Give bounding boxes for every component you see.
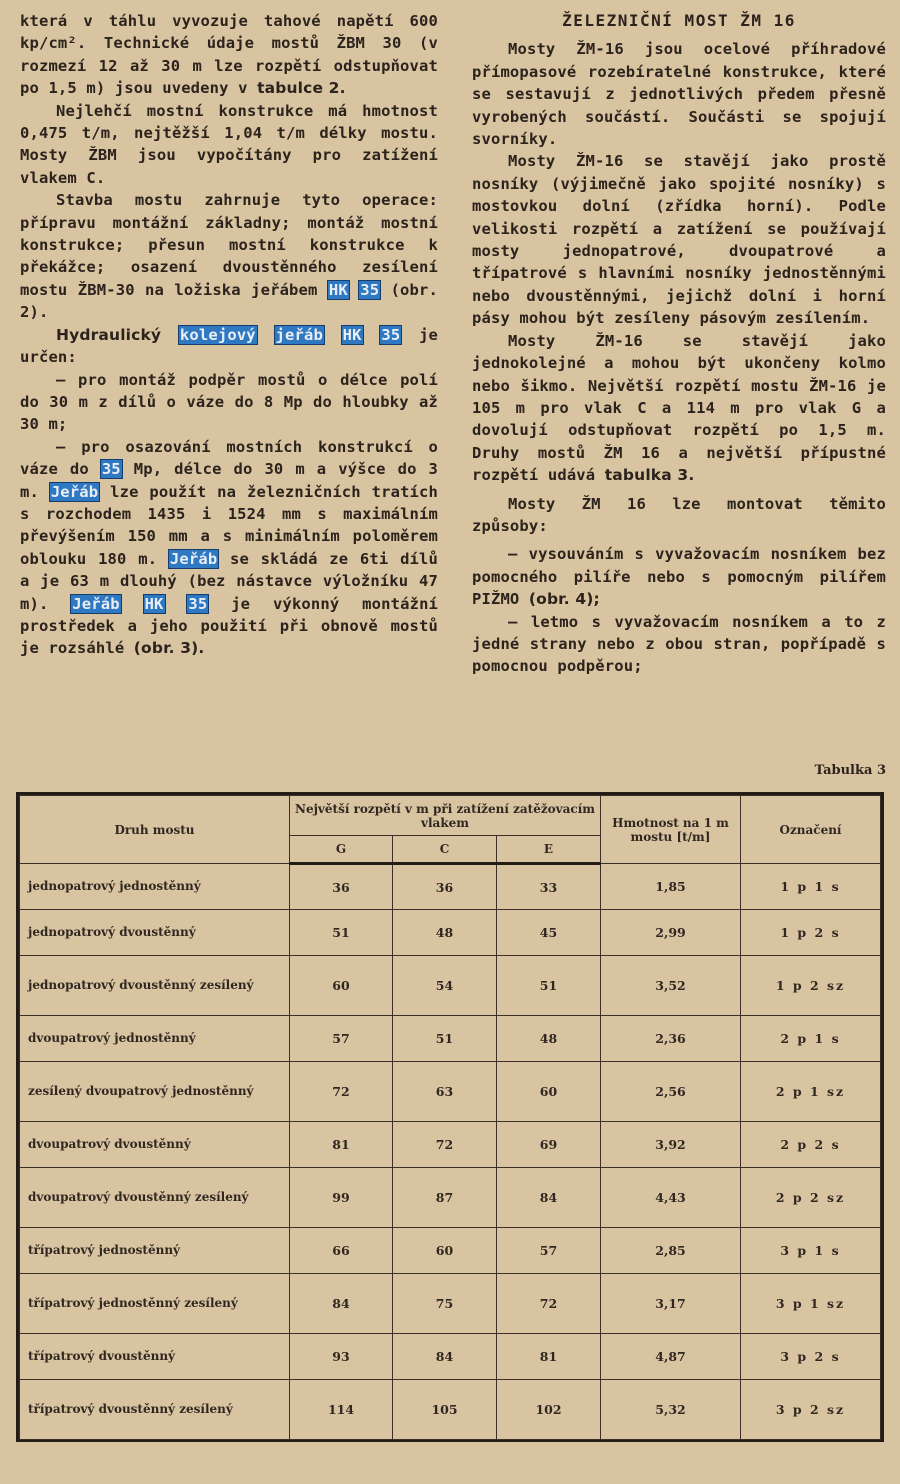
column-header-span: Největší rozpětí v m při zatížení zatěžovacím vlakem xyxy=(290,796,601,836)
cell-g: 57 xyxy=(290,1016,393,1062)
cell-mark: 2 p 1 sz xyxy=(741,1062,881,1122)
column-header-mass: Hmotnost na 1 m mostu [t/m] xyxy=(601,796,741,864)
cell-e: 57 xyxy=(497,1228,601,1274)
table-caption: Tabulka 3 xyxy=(814,763,886,778)
cell-mass: 2,85 xyxy=(601,1228,741,1274)
cell-kind: dvoupatrový dvoustěnný zesílený xyxy=(20,1168,290,1228)
cell-e: 69 xyxy=(497,1122,601,1168)
column-header-c: C xyxy=(393,836,497,864)
cell-e: 45 xyxy=(497,910,601,956)
bold-reference: (obr. 4); xyxy=(528,590,600,609)
paragraph-text: která v táhlu vyvozuje tahové napětí 600 kp/cm². Technické údaje mostů ŽBM 30 (v rozmezí 12 až 30 m lze rozpětí odstupňovat po 1,5 m) jsou uvedeny v xyxy=(20,12,438,98)
cell-g: 114 xyxy=(290,1380,393,1440)
search-highlight: HK xyxy=(342,325,362,344)
paragraph-text: (obr. 2). xyxy=(20,280,438,322)
cell-c: 48 xyxy=(393,910,497,956)
cell-kind: třípatrový dvoustěnný zesílený xyxy=(20,1380,290,1440)
cell-kind: dvoupatrový dvoustěnný xyxy=(20,1122,290,1168)
cell-mark: 3 p 1 s xyxy=(741,1228,881,1274)
cell-mark: 1 p 2 sz xyxy=(741,956,881,1016)
cell-mark: 2 p 1 s xyxy=(741,1016,881,1062)
search-highlight: 35 xyxy=(188,594,208,613)
cell-mark: 2 p 2 s xyxy=(741,1122,881,1168)
cell-mass: 3,17 xyxy=(601,1274,741,1334)
paragraph-text: Mosty ŽM 16 lze montovat těmito způsoby: xyxy=(472,494,886,535)
right-text-column xyxy=(472,10,886,678)
cell-mark: 2 p 2 sz xyxy=(741,1168,881,1228)
cell-e: 81 xyxy=(497,1334,601,1380)
column-header-e: E xyxy=(497,836,601,864)
cell-mass: 4,87 xyxy=(601,1334,741,1380)
cell-g: 66 xyxy=(290,1228,393,1274)
cell-mass: 1,85 xyxy=(601,864,741,910)
cell-c: 60 xyxy=(393,1228,497,1274)
search-highlight: Jeřáb xyxy=(50,482,99,501)
cell-e: 48 xyxy=(497,1016,601,1062)
paragraph xyxy=(20,324,438,369)
paragraph xyxy=(20,10,438,100)
cell-g: 99 xyxy=(290,1168,393,1228)
search-highlight: kolejový xyxy=(179,325,256,344)
paragraph-text: je výkonný montážní prostředek a jeho použití při obnově mostů je rozsáhlé xyxy=(20,594,439,658)
table-row xyxy=(20,864,881,910)
bold-reference: tabulka 3. xyxy=(604,466,695,485)
cell-c: 72 xyxy=(393,1122,497,1168)
bold-reference: (obr. 3). xyxy=(133,639,205,658)
cell-kind: jednopatrový dvoustěnný zesílený xyxy=(20,956,290,1016)
cell-kind: zesílený dvoupatrový jednostěnný xyxy=(20,1062,290,1122)
cell-g: 36 xyxy=(290,864,393,910)
cell-mass: 5,32 xyxy=(601,1380,741,1440)
cell-e: 84 xyxy=(497,1168,601,1228)
paragraph xyxy=(472,543,886,610)
cell-c: 63 xyxy=(393,1062,497,1122)
paragraph xyxy=(472,611,886,678)
cell-mark: 3 p 2 s xyxy=(741,1334,881,1380)
paragraph-text: se skládá ze 6ti dílů a je 63 m dlouhý (bez nástavce výložníku 47 m). xyxy=(20,549,439,613)
section-heading: ŽELEZNIČNÍ MOST ŽM 16 xyxy=(562,11,796,30)
cell-mass: 2,56 xyxy=(601,1062,741,1122)
table-row xyxy=(20,1016,881,1062)
column-header-mark: Označení xyxy=(741,796,881,864)
cell-g: 60 xyxy=(290,956,393,1016)
cell-c: 84 xyxy=(393,1334,497,1380)
search-highlight: 35 xyxy=(381,325,401,344)
search-highlight: Jeřáb xyxy=(72,594,120,613)
paragraph-text: lze použít na železničních tratích s rozchodem 1435 i 1524 mm s maximálním převýšením 150 mm a s minimálním poloměrem oblouku 180 m. xyxy=(20,482,438,568)
cell-g: 84 xyxy=(290,1274,393,1334)
cell-g: 93 xyxy=(290,1334,393,1380)
column-header-g: G xyxy=(290,836,393,864)
cell-e: 60 xyxy=(497,1062,601,1122)
cell-mass: 4,43 xyxy=(601,1168,741,1228)
paragraph xyxy=(20,436,438,660)
search-highlight: 35 xyxy=(101,460,121,479)
cell-e: 102 xyxy=(497,1380,601,1440)
table-row xyxy=(20,1274,881,1334)
search-highlight: Jeřáb xyxy=(169,549,218,568)
paragraph xyxy=(472,330,886,487)
table-row xyxy=(20,1380,881,1440)
paragraph-text: Stavba mostu zahrnuje tyto operace: přípravu montážní základny; montáž mostní konstrukce; přesun mostní konstrukce k překážce; osazení dvoustěnného zesílení mostu ŽBM-30 na ložiska jeřábem xyxy=(20,191,438,299)
cell-c: 36 xyxy=(393,864,497,910)
cell-mass: 2,99 xyxy=(601,910,741,956)
paragraph-text: je určen: xyxy=(20,325,439,367)
cell-g: 81 xyxy=(290,1122,393,1168)
paragraph xyxy=(20,189,438,323)
cell-mass: 2,36 xyxy=(601,1016,741,1062)
data-table xyxy=(19,795,881,1440)
cell-mass: 3,52 xyxy=(601,956,741,1016)
bridge-table xyxy=(16,792,884,1442)
paragraph xyxy=(472,38,886,150)
cell-mark: 3 p 2 sz xyxy=(741,1380,881,1440)
search-highlight: jeřáb xyxy=(275,325,323,344)
cell-e: 72 xyxy=(497,1274,601,1334)
cell-kind: jednopatrový jednostěnný xyxy=(20,864,290,910)
paragraph-text: Mp, délce do 30 m a výšce do 3 m. xyxy=(20,460,439,501)
paragraph-text: Mosty ŽM-16 se stavějí jako jednokolejné a mohou být ukončeny kolmo nebo šikmo. Největší rozpětí mostu ŽM-16 je 105 m pro vlak C a 114 m pro vlak G a dovolují odstupňovat rozpětí po 1,5 m. Druhy mostů ŽM 16 a největší přípustné rozpětí udává xyxy=(472,331,886,485)
cell-c: 87 xyxy=(393,1168,497,1228)
cell-mass: 3,92 xyxy=(601,1122,741,1168)
table-row xyxy=(20,1168,881,1228)
paragraph-text: — vysouváním s vyvažovacím nosníkem bez pomocného pilíře nebo s pomocným pilířem PIŽMO xyxy=(472,545,886,609)
table-row xyxy=(20,1122,881,1168)
cell-g: 72 xyxy=(290,1062,393,1122)
table-row xyxy=(20,1228,881,1274)
cell-c: 54 xyxy=(393,956,497,1016)
paragraph-text: Mosty ŽM-16 jsou ocelové příhradové přímopasové rozebíratelné konstrukce, které se sestavují z jednotlivých předem přesně vyrobených součástí. Součásti se spojují svorníky. xyxy=(472,40,886,149)
cell-c: 105 xyxy=(393,1380,497,1440)
table-row xyxy=(20,910,881,956)
cell-kind: třípatrový dvoustěnný xyxy=(20,1334,290,1380)
paragraph-text: — pro montáž podpěr mostů o délce polí do 30 m z dílů o váze do 8 Mp do hloubky až 30 m; xyxy=(20,370,438,434)
table-row xyxy=(20,1062,881,1122)
cell-c: 75 xyxy=(393,1274,497,1334)
table-row xyxy=(20,956,881,1016)
search-highlight: HK xyxy=(328,280,348,299)
paragraph xyxy=(472,150,886,329)
table-body xyxy=(20,864,881,1440)
left-text-column xyxy=(20,10,438,660)
cell-mark: 1 p 2 s xyxy=(741,910,881,956)
cell-g: 51 xyxy=(290,910,393,956)
paragraph xyxy=(20,100,438,190)
column-header-kind: Druh mostu xyxy=(20,796,290,864)
cell-e: 33 xyxy=(497,864,601,910)
paragraph xyxy=(472,493,886,538)
cell-e: 51 xyxy=(497,956,601,1016)
search-highlight: HK xyxy=(144,594,164,613)
cell-c: 51 xyxy=(393,1016,497,1062)
cell-kind: třípatrový jednostěnný zesílený xyxy=(20,1274,290,1334)
paragraph-text: Mosty ŽM-16 se stavějí jako prostě nosníky (výjimečně jako spojité nosníky) s mostovkou dolní (zřídka horní). Podle velikosti rozpětí a zatížení se používají mosty jednopatrové, dvoupatrové a třípatrové s hlavními nosníky jednostěnnými nebo dvoustěnnými, jejichž dolní i horní pásy mohou být zesíleny pásovým zesílením. xyxy=(472,152,886,328)
search-highlight: 35 xyxy=(360,280,380,299)
table-row xyxy=(20,1334,881,1380)
cell-kind: dvoupatrový jednostěnný xyxy=(20,1016,290,1062)
paragraph xyxy=(20,369,438,436)
cell-mark: 1 p 1 s xyxy=(741,864,881,910)
paragraph-text: Nejlehčí mostní konstrukce má hmotnost 0,475 t/m, nejtěžší 1,04 t/m délky mostu. Mosty ŽBM jsou vypočítány pro zatížení vlakem C. xyxy=(20,101,438,187)
cell-kind: jednopatrový dvoustěnný xyxy=(20,910,290,956)
bold-term: Hydraulický xyxy=(56,325,162,344)
bold-reference: tabulce 2. xyxy=(257,79,346,98)
cell-kind: třípatrový jednostěnný xyxy=(20,1228,290,1274)
paragraph-text: — pro osazování mostních konstrukcí o váze do xyxy=(20,437,438,479)
cell-mark: 3 p 1 sz xyxy=(741,1274,881,1334)
paragraph-text: — letmo s vyvažovacím nosníkem a to z jedné strany nebo z obou stran, popřípadě s pomocnou podpěrou; xyxy=(472,612,886,676)
